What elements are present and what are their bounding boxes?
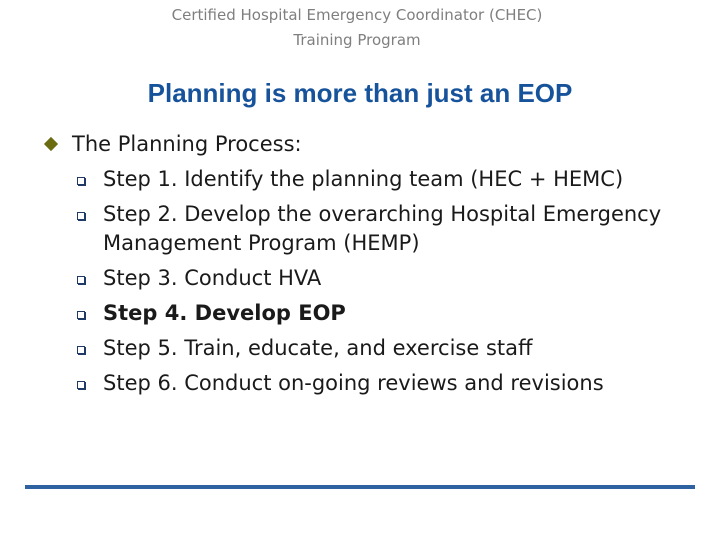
header-line-1: Certified Hospital Emergency Coordinator (CHEC) (171, 6, 543, 24)
checkbox-bullet-icon (77, 276, 85, 284)
steps-list (77, 165, 677, 404)
step-text: Step 5. Train, educate, and exercise staff (103, 336, 533, 360)
diamond-bullet-icon (44, 137, 58, 151)
step-item (77, 264, 677, 293)
step-item (77, 369, 677, 398)
step-item (77, 200, 677, 258)
checkbox-bullet-icon (77, 177, 85, 185)
checkbox-bullet-icon (77, 346, 85, 354)
checkbox-bullet-icon (77, 381, 85, 389)
step-text: Step 2. Develop the overarching Hospital Emergency Management Program (HEMP) (103, 202, 662, 255)
checkbox-bullet-icon (77, 311, 85, 319)
step-text: Step 3. Conduct HVA (103, 266, 322, 290)
step-text: Step 1. Identify the planning team (HEC + HEMC) (103, 167, 624, 191)
step-text: Step 6. Conduct on-going reviews and revisions (103, 371, 604, 395)
step-item (77, 334, 677, 363)
step-text: Step 4. Develop EOP (103, 301, 346, 325)
step-item (77, 299, 677, 328)
slide-title: Planning is more than just an EOP (147, 78, 573, 108)
main-bullet-text: The Planning Process: (72, 132, 302, 156)
slide-header (0, 3, 714, 53)
checkbox-bullet-icon (77, 212, 85, 220)
footer-rule (25, 485, 695, 489)
step-item (77, 165, 677, 194)
header-line-2: Training Program (293, 31, 421, 49)
